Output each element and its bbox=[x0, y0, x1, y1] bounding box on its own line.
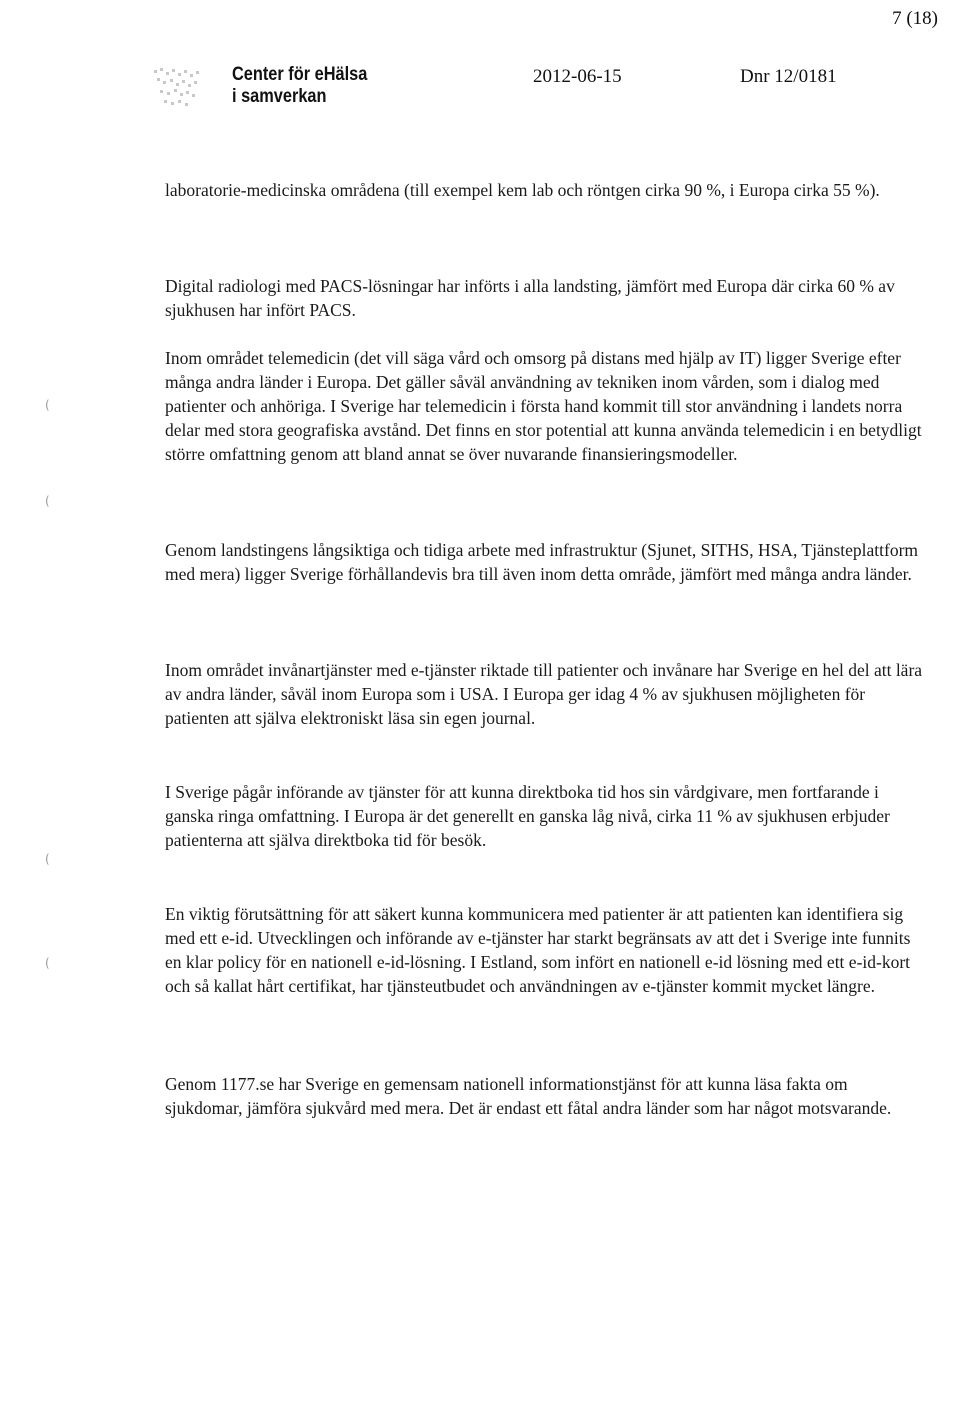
page-number: 7 (18) bbox=[892, 8, 938, 29]
document-header bbox=[0, 60, 960, 120]
paragraph-e-id: En viktig förutsättning för att säkert kunna kommunicera med patienter är att patienten kan identifiera sig med ett e-id. Utvecklingen och införande av e-tjänster har starkt begränsats av att det i Sverige inte funnits en klar policy för en nationell e-id-lösning. I Estland, som infört en nationell e-id lösning med ett e-id-kort och så kallat hårt certifikat, har tjänsteutbudet och användningen av e-tjänster kommit mycket längre. bbox=[165, 904, 911, 996]
paragraph-1177: Genom 1177.se har Sverige en gemensam nationell informationstjänst för att kunna läsa fakta om sjukdomar, jämföra sjukvård med mera. Det är endast ett fåtal andra länder som har något motsvarande. bbox=[165, 1074, 892, 1118]
paragraph-infrastructure: Genom landstingens långsiktiga och tidiga arbete med infrastruktur (Sjunet, SITHS, HSA, Tjänsteplattform med mera) ligger Sverige förhållandevis bra till även inom detta område, jämfört med många andra länder. bbox=[165, 540, 919, 584]
organization-logo bbox=[152, 64, 212, 112]
document-reference-number: Dnr 12/0181 bbox=[740, 66, 837, 87]
document-body bbox=[165, 178, 925, 1120]
margin-bracket-mark: ( bbox=[45, 494, 50, 508]
margin-bracket-mark: ( bbox=[45, 852, 50, 866]
document-date: 2012-06-15 bbox=[533, 66, 622, 87]
paragraph-citizen-services: Inom området invånartjänster med e-tjänster riktade till patienter och invånare har Sverige en hel del att lära av andra länder, såväl inom Europa som i USA. I Europa ger idag 4 % av sjukhusen möjligheten för patienten att själva elektroniskt läsa sin egen journal. bbox=[165, 660, 923, 728]
margin-bracket-mark: ( bbox=[45, 398, 50, 412]
paragraph-direct-booking: I Sverige pågår införande av tjänster för att kunna direktboka tid hos sin vårdgivare, men fortfarande i ganska ringa omfattning. I Europa är det generellt en ganska låg nivå, cirka 11 % av sjukhusen erbjuder patienterna att själva direktboka tid för besök. bbox=[165, 782, 890, 850]
paragraph-lab-medicine: laboratorie-medicinska områdena (till exempel kem lab och röntgen cirka 90 %, i Europa cirka 55 %). bbox=[165, 180, 880, 200]
paragraph-digital-radiology: Digital radiologi med PACS-lösningar har införts i alla landsting, jämfört med Europa där cirka 60 % av sjukhusen har infört PACS. bbox=[165, 276, 895, 320]
paragraph-telemedicine: Inom området telemedicin (det vill säga vård och omsorg på distans med hjälp av IT) ligger Sverige efter många andra länder i Europa. Det gäller såväl användning av tekniken inom vården, som i dialog med patienter och anhöriga. I Sverige har telemedicin i första hand kommit till stor användning i landets norra delar med stora geografiska avstånd. Det finns en stor potential att kunna använda telemedicin i en betydligt större omfattning genom att bland annat se över nuvarande finansieringsmodeller. bbox=[165, 348, 922, 464]
margin-bracket-mark: ( bbox=[45, 956, 50, 970]
organization-name-line-1: Center för eHälsa bbox=[232, 64, 368, 85]
organization-name-line-2: i samverkan bbox=[232, 86, 327, 107]
organization-name bbox=[232, 64, 367, 108]
